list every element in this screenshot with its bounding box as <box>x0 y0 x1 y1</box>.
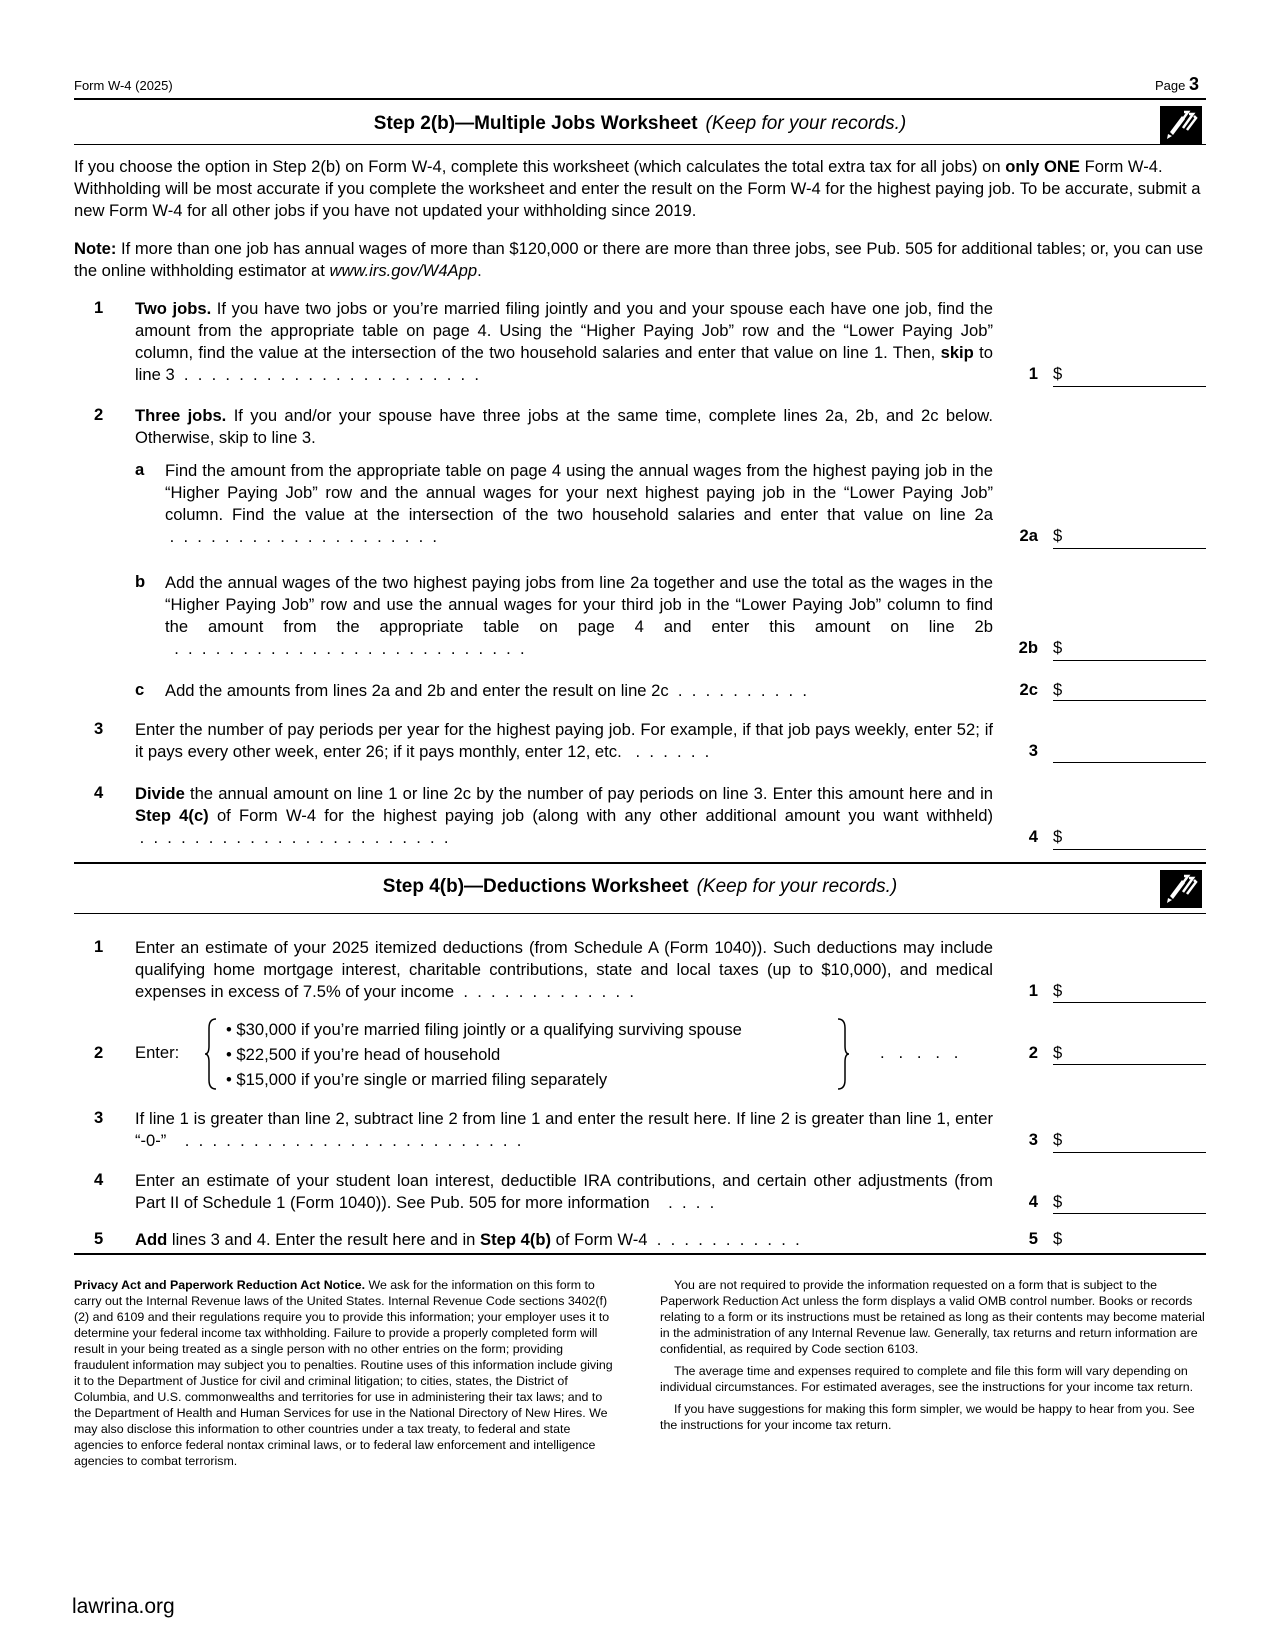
records-icon <box>1160 106 1202 144</box>
step4b-title: Step 4(b)—Deductions Worksheet (Keep for your records.) <box>382 876 898 897</box>
s2-line2a-dollar: $ <box>1053 526 1063 545</box>
step4b-end-rule <box>74 1253 1206 1255</box>
right-brace <box>836 1018 850 1090</box>
s2-line1-num: 1 <box>94 298 104 317</box>
s2-line2c-input[interactable] <box>1053 700 1206 701</box>
s2-line2a-label: 2a <box>1019 526 1038 545</box>
s2-line2b-letter: b <box>135 572 146 591</box>
s4-line1-num: 1 <box>94 937 104 956</box>
privacy-notice <box>74 1277 616 1475</box>
step2b-intro: If you choose the option in Step 2(b) on Form W-4, complete this worksheet (which calculates the total extra tax for all jobs) on only ONE Form W-4. Withholding will be most accurate if you complete the worksheet and enter the result on the Form W-4 for the highest paying job. To be accurate, submit a new Form W-4 for all other jobs if you have not updated your withholding since 2019. <box>74 157 1201 220</box>
s4-line5-num: 5 <box>94 1229 104 1248</box>
s4-line5-text: Add lines 3 and 4. Enter the result here and in Step 4(b) of Form W-4 . . . . . . . . . . . <box>135 1230 800 1249</box>
s2-line2b-input[interactable] <box>1053 660 1206 661</box>
s2-line4-dollar: $ <box>1053 827 1063 846</box>
s4-line1-text: Enter an estimate of your 2025 itemized deductions (from Schedule A (Form 1040)). Such deductions may include qualifying home mortgage interest, charitable contributions, state and local taxes (up to $10,000), and medical expenses in excess of 7.5% of your income . . . . . . . . . . . . . <box>135 938 993 1001</box>
paperwork-p3: If you have suggestions for making this form simpler, we would be happy to hear from you. See the instructions for your income tax return. <box>660 1402 1195 1432</box>
s2-line2c-dollar: $ <box>1053 680 1063 699</box>
step2b-title-note: (Keep for your records.) <box>705 113 907 134</box>
s2-line1-text: Two jobs. If you have two jobs or you’re married filing jointly and you and your spouse each have one job, find the amount from the appropriate table on page 4. Using the “Higher Paying Job” row and the “Lower Paying Job” column, find the value at the intersection of the two household salaries and enter that value on line 1. Then, skip to line 3 . . . . . . . . . . . . . . . . . . . . . . <box>135 299 993 384</box>
header-rule <box>74 98 1206 100</box>
s4-line4-num: 4 <box>94 1170 104 1189</box>
s4-line4-input[interactable] <box>1053 1213 1206 1214</box>
step2b-title: Step 2(b)—Multiple Jobs Worksheet (Keep for your records.) <box>373 113 907 134</box>
s2-line3-text: Enter the number of pay periods per year for the highest paying job. For example, if that job pays weekly, enter 52; if it pays every other week, enter 26; if it pays monthly, enter 12, etc. . . . . . . <box>135 720 993 761</box>
s2-line2c-letter: c <box>135 680 145 699</box>
option-single: • $15,000 if you’re single or married filing separately <box>226 1070 608 1089</box>
step2b-note: Note: If more than one job has annual wages of more than $120,000 or there are more than three jobs, see Pub. 505 for additional tables; or, you can use the online withholding estimator at www.irs.gov/W4App. <box>74 239 1204 280</box>
privacy-title: Privacy Act and Paperwork Reduction Act Notice. <box>74 1278 366 1292</box>
s4-line4-dollar: $ <box>1053 1192 1063 1211</box>
s2-line2a-letter: a <box>135 460 145 479</box>
s2-line4-num: 4 <box>94 783 104 802</box>
s4-line2-label: 2 <box>1028 1043 1038 1062</box>
estimator-url: www.irs.gov/W4App <box>329 261 478 280</box>
s2-line1-label: 1 <box>1028 364 1038 383</box>
s4-line3-text: If line 1 is greater than line 2, subtract line 2 from line 1 and enter the result here. If line 2 is greater than line 1, enter “-0-” . . . . . . . . . . . . . . . . . . . . . . . . . <box>135 1109 993 1150</box>
s4-line2-dots: . . . . . <box>880 1043 959 1062</box>
option-mfj: • $30,000 if you’re married filing jointly or a qualifying surviving spouse <box>226 1020 742 1039</box>
s4-line3-input[interactable] <box>1053 1152 1206 1153</box>
form-id: Form W-4 (2025) <box>74 78 173 93</box>
s2-line3-input[interactable] <box>1053 762 1206 763</box>
paperwork-notice <box>660 1277 1206 1439</box>
s2-line2-num: 2 <box>94 405 104 424</box>
step2b-title-rule <box>74 144 1206 145</box>
s4-line1-label: 1 <box>1028 981 1038 1000</box>
s4-line1-input[interactable] <box>1053 1002 1206 1003</box>
s4-line1-dollar: $ <box>1053 981 1063 1000</box>
s4-line2-options <box>226 1017 742 1092</box>
s2-line4-text: Divide the annual amount on line 1 or line 2c by the number of pay periods on line 3. Enter this amount here and in Step 4(c) of Form W-4 for the highest paying job (along with any other additional amount you want withheld) . . . . . . . . . . . . . . . . . . . . . . . <box>135 784 994 847</box>
s4-line4-label: 4 <box>1028 1192 1038 1211</box>
s4-line3-label: 3 <box>1028 1130 1038 1149</box>
s2-line3-label: 3 <box>1028 741 1038 760</box>
s4-line5-label: 5 <box>1028 1229 1038 1248</box>
s4-line2-input[interactable] <box>1053 1064 1206 1065</box>
s2-line1-input[interactable] <box>1053 386 1206 387</box>
s2-line2c-label: 2c <box>1019 680 1038 699</box>
privacy-text: We ask for the information on this form to carry out the Internal Revenue laws of the United States. Internal Revenue Code sections 3402(f)(2) and 6109 and their regulations require you to provide this information; your employer uses it to determine your federal income tax withholding. Failure to provide a properly completed form will result in your being treated as a single person with no other entries on the form; providing fraudulent information may subject you to penalties. Routine uses of this information include giving it to the Department of Justice for civil and criminal litigation; to cities, states, the District of Columbia, and U.S. commonwealths and territories for use in administering their tax laws; and to the Department of Health and Human Services for use in the National Directory of New Hires. We may also disclose this information to other countries under a tax treaty, to federal and state agencies to enforce federal nontax criminal laws, or to federal law enforcement and intelligence agencies to combat terrorism. <box>74 1278 613 1468</box>
step2b-end-rule <box>74 862 1206 864</box>
s4-line2-dollar: $ <box>1053 1043 1063 1062</box>
s2-line2b-dollar: $ <box>1053 638 1063 657</box>
option-hoh: • $22,500 if you’re head of household <box>226 1045 501 1064</box>
step4b-title-note: (Keep for your records.) <box>696 876 898 897</box>
s4-line4-text: Enter an estimate of your student loan interest, deductible IRA contributions, and certain other adjustments (from Part II of Schedule 1 (Form 1040)). See Pub. 505 for more information . . . . <box>135 1171 993 1212</box>
s4-line3-dollar: $ <box>1053 1130 1063 1149</box>
s2-line3-num: 3 <box>94 719 104 738</box>
s2-line2c-text: Add the amounts from lines 2a and 2b and enter the result on line 2c . . . . . . . . . . <box>165 681 807 700</box>
s2-line2a-input[interactable] <box>1053 548 1206 549</box>
step4b-title-rule <box>74 913 1206 914</box>
s4-line2-num: 2 <box>94 1043 104 1062</box>
page-label: Page <box>1154 78 1186 93</box>
s2-line1-dollar: $ <box>1053 364 1063 383</box>
records-icon <box>1160 870 1202 908</box>
page-number-value: 3 <box>1188 74 1199 94</box>
s2-line2a-text: Find the amount from the appropriate table on page 4 using the annual wages from the highest paying job in the “Higher Paying Job” row and the annual wages for your next highest paying job in the “Lower Paying Job” column. Find the value at the intersection of the two household salaries and enter that value on line 2a . . . . . . . . . . . . . . . . . . . . <box>165 461 993 546</box>
s2-line4-input[interactable] <box>1053 849 1206 850</box>
site-watermark[interactable]: lawrina.org <box>72 1595 175 1618</box>
s2-line2-text: Three jobs. If you and/or your spouse have three jobs at the same time, complete lines 2a, 2b, and 2c below. Otherwise, skip to line 3. <box>135 406 993 447</box>
s2-line2b-text: Add the annual wages of the two highest paying jobs from line 2a together and use the total as the wages in the “Higher Paying Job” row and use the annual wages for your third job in the “Lower Paying Job” column to find the amount from the appropriate table on page 4 and enter this amount on line 2b . . . . . . . . . . . . . . . . . . . . . . . . . . <box>165 573 993 658</box>
s4-line5-dollar: $ <box>1053 1229 1063 1248</box>
paperwork-p1: You are not required to provide the information requested on a form that is subject to the Paperwork Reduction Act unless the form displays a valid OMB control number. Books or records relating to a form or its instructions must be retained as long as their contents may become material in the administration of any Internal Revenue law. Generally, tax returns and return information are confidential, as required by Code section 6103. <box>660 1278 1205 1356</box>
page-number <box>1155 74 1199 95</box>
s2-line4-label: 4 <box>1028 827 1038 846</box>
s4-line2-enter: Enter: <box>135 1043 180 1062</box>
s2-line2b-label: 2b <box>1018 638 1038 657</box>
paperwork-p2: The average time and expenses required to complete and file this form will vary depending on individual circumstances. For estimated averages, see the instructions for your income tax return. <box>660 1364 1194 1394</box>
s4-line3-num: 3 <box>94 1108 104 1127</box>
left-brace <box>204 1018 218 1090</box>
